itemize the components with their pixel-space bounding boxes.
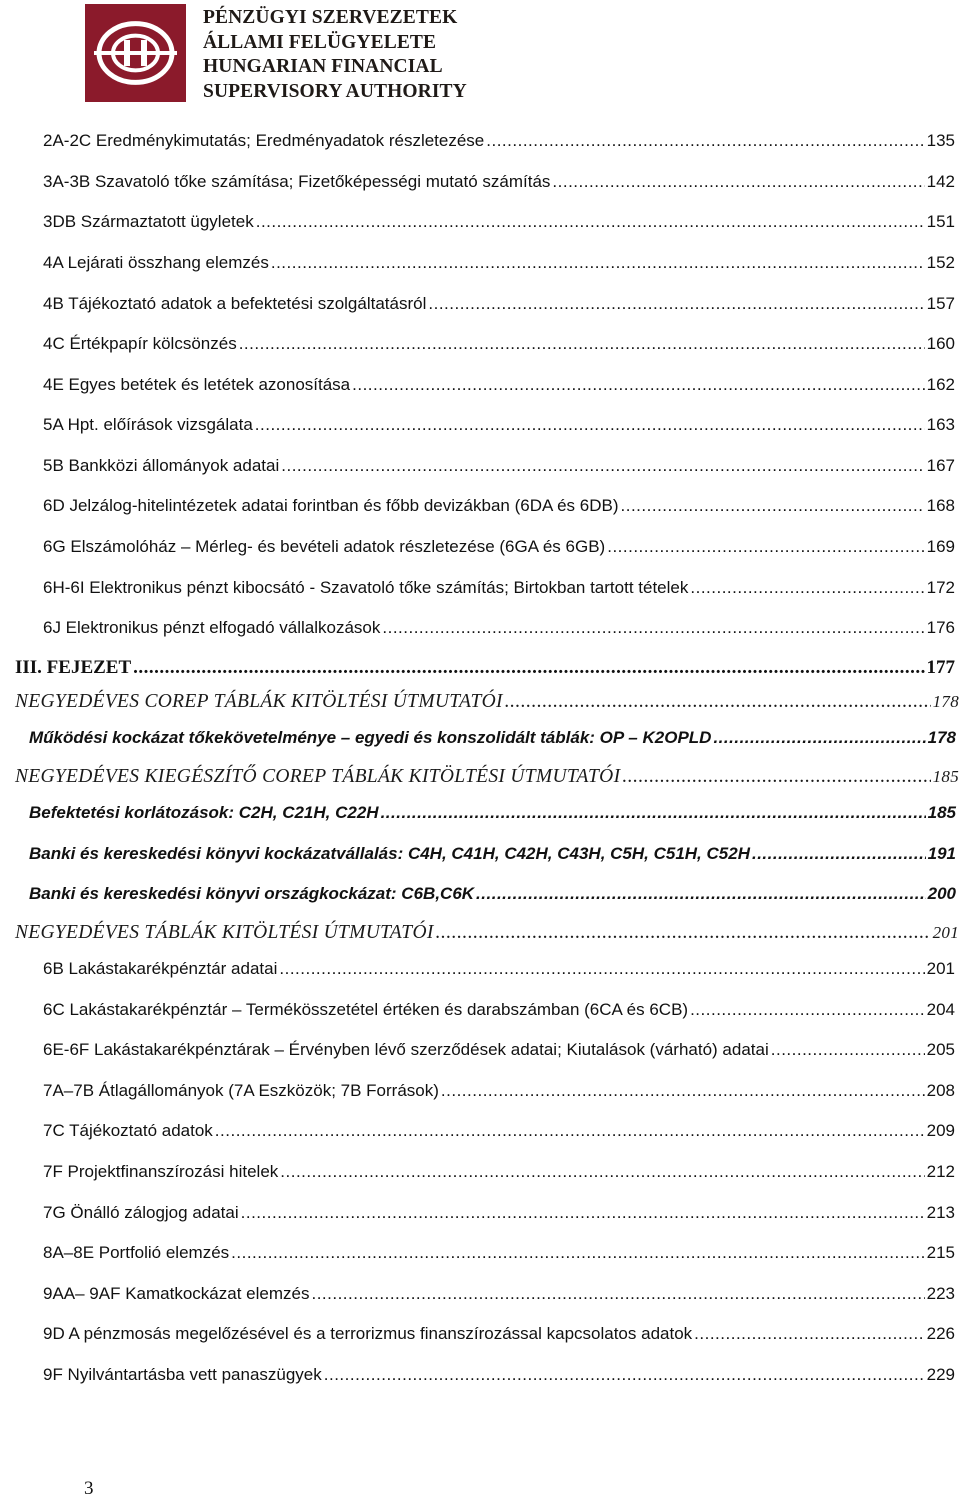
- toc-entry[interactable]: [43, 1324, 955, 1344]
- toc-entry-title: 2A-2C Eredménykimutatás; Eredményadatok részletezése: [43, 131, 485, 150]
- toc-entry-page: 167: [926, 456, 955, 475]
- logo-emblem-icon: [85, 4, 186, 102]
- toc-entry[interactable]: [43, 1203, 955, 1223]
- toc-entry-page: 157: [926, 294, 955, 313]
- leader-dots: [690, 1000, 925, 1020]
- leader-dots: [215, 1121, 925, 1141]
- leader-dots: [436, 922, 931, 944]
- toc-entry-title: NEGYEDÉVES COREP TÁBLÁK KITÖLTÉSI ÚTMUTATÓI: [15, 691, 503, 712]
- toc-entry[interactable]: [43, 375, 955, 395]
- leader-dots: [352, 375, 924, 395]
- leader-dots: [324, 1365, 925, 1385]
- leader-dots: [271, 253, 925, 273]
- toc-entry-title: 6J Elektronikus pénzt elfogadó vállalkozások: [43, 618, 381, 637]
- toc-entry-page: 213: [926, 1203, 955, 1222]
- toc-entry-page: 135: [926, 131, 955, 150]
- toc-entry[interactable]: [43, 1121, 955, 1141]
- toc-entry[interactable]: [43, 253, 955, 273]
- leader-dots: [381, 803, 926, 823]
- toc-entry-page: 200: [927, 884, 956, 903]
- toc-entry-title: 3A-3B Szavatoló tőke számítása; Fizetőképességi mutató számítás: [43, 172, 551, 191]
- toc-entry[interactable]: [43, 212, 955, 232]
- toc-entry-page: 205: [926, 1040, 955, 1059]
- toc-entry-page: 162: [926, 375, 955, 394]
- toc-entry[interactable]: [43, 578, 955, 598]
- leader-dots: [280, 1162, 924, 1182]
- toc-subsection-entry[interactable]: [29, 884, 956, 904]
- toc-entry[interactable]: [43, 1000, 955, 1020]
- toc-entry-page: 226: [926, 1324, 955, 1343]
- toc-entry-title: 9F Nyilvántartásba vett panaszügyek: [43, 1365, 322, 1384]
- org-name: [203, 6, 467, 104]
- toc-entry-title: Működési kockázat tőkekövetelménye – egyedi és konszolidált táblák: OP – K2OPLD: [29, 728, 712, 747]
- toc-entry-title: 6H-6I Elektronikus pénzt kibocsátó - Szavatoló tőke számítás; Birtokban tartott tételek: [43, 578, 689, 597]
- toc-entry-title: 6B Lakástakarékpénztár adatai: [43, 959, 278, 978]
- toc-entry-title: NEGYEDÉVES KIEGÉSZÍTŐ COREP TÁBLÁK KITÖLTÉSI ÚTMUTATÓI: [15, 766, 621, 787]
- toc-entry-title: NEGYEDÉVES TÁBLÁK KITÖLTÉSI ÚTMUTATÓI: [15, 922, 434, 943]
- toc-entry-page: 229: [926, 1365, 955, 1384]
- leader-dots: [694, 1324, 924, 1344]
- toc-entry-title: 6C Lakástakarékpénztár – Termékösszetétel értéken és darabszámban (6CA és 6CB): [43, 1000, 689, 1019]
- toc-entry-title: 7A–7B Átlagállományok (7A Eszközök; 7B Források): [43, 1081, 439, 1100]
- toc-entry-page: 172: [926, 578, 955, 597]
- toc-entry-page: 201: [932, 923, 959, 942]
- toc-entry-page: 209: [926, 1121, 955, 1140]
- toc-entry[interactable]: [43, 1243, 955, 1263]
- toc-entry[interactable]: [43, 1365, 955, 1385]
- toc-entry[interactable]: [43, 1081, 955, 1101]
- leader-dots: [621, 496, 925, 516]
- toc-entry[interactable]: [43, 131, 955, 151]
- toc-section-entry[interactable]: [15, 922, 959, 944]
- leader-dots: [241, 1203, 925, 1223]
- toc-entry-title: 5A Hpt. előírások vizsgálata: [43, 415, 253, 434]
- toc-entry[interactable]: [43, 618, 955, 638]
- toc-entry-page: 223: [926, 1284, 955, 1303]
- toc-entry-page: 169: [926, 537, 955, 556]
- toc-entry-page: 201: [926, 959, 955, 978]
- toc-subsection-entry[interactable]: [29, 728, 956, 748]
- toc-entry-page: 163: [926, 415, 955, 434]
- toc-entry-title: 6E-6F Lakástakarékpénztárak – Érvényben lévő szerződések adatai; Kiutalások (várható) adatai: [43, 1040, 769, 1059]
- toc-entry-title: 9AA– 9AF Kamatkockázat elemzés: [43, 1284, 310, 1303]
- toc-entry-page: 178: [927, 728, 956, 747]
- toc-entry[interactable]: [43, 172, 955, 192]
- header: [85, 4, 467, 104]
- toc-entry-page: 185: [932, 767, 959, 786]
- toc-entry-page: 212: [926, 1162, 955, 1181]
- leader-dots: [552, 172, 924, 192]
- toc-entry-title: 9D A pénzmosás megelőzésével és a terrorizmus finanszírozással kapcsolatos adatok: [43, 1324, 693, 1343]
- leader-dots: [279, 959, 924, 979]
- leader-dots: [713, 728, 925, 748]
- toc-entry-title: 7C Tájékoztató adatok: [43, 1121, 213, 1140]
- leader-dots: [311, 1284, 924, 1304]
- toc-section-entry[interactable]: [15, 766, 959, 788]
- toc-entry-page: 177: [926, 657, 955, 678]
- toc-entry-title: Banki és kereskedési könyvi országkockázat: C6B,C6K: [29, 884, 475, 903]
- toc-entry[interactable]: [43, 334, 955, 354]
- org-name-line: HUNGARIAN FINANCIAL: [203, 56, 443, 77]
- leader-dots: [281, 456, 924, 476]
- toc-chapter-entry[interactable]: [15, 657, 955, 679]
- toc-entry-page: 191: [927, 844, 956, 863]
- toc-entry-title: 4C Értékpapír kölcsönzés: [43, 334, 237, 353]
- toc-entry-page: 208: [926, 1081, 955, 1100]
- leader-dots: [486, 131, 924, 151]
- toc-entry-title: 4A Lejárati összhang elemzés: [43, 253, 269, 272]
- toc-entry-page: 168: [926, 496, 955, 515]
- leader-dots: [441, 1081, 925, 1101]
- toc-entry-page: 152: [926, 253, 955, 272]
- toc-entry[interactable]: [43, 496, 955, 516]
- toc-entry[interactable]: [43, 1162, 955, 1182]
- toc-entry[interactable]: [43, 294, 955, 314]
- org-name-line: ÁLLAMI FELÜGYELETE: [203, 31, 437, 53]
- leader-dots: [256, 212, 925, 232]
- toc-entry-title: 7G Önálló zálogjog adatai: [43, 1203, 239, 1222]
- leader-dots: [231, 1243, 924, 1263]
- toc-entry-title: 3DB Származtatott ügyletek: [43, 212, 254, 231]
- toc-entry-title: 5B Bankközi állományok adatai: [43, 456, 280, 475]
- toc-entry-title: 4B Tájékoztató adatok a befektetési szolgáltatásról: [43, 294, 427, 313]
- leader-dots: [255, 415, 925, 435]
- toc-entry-page: 204: [926, 1000, 955, 1019]
- toc-entry[interactable]: [43, 1284, 955, 1304]
- toc-entry-page: 160: [926, 334, 955, 353]
- org-name-line: PÉNZÜGYI SZERVEZETEK: [203, 7, 458, 28]
- toc-entry-title: Befektetési korlátozások: C2H, C21H, C22H: [29, 803, 379, 822]
- toc-entry[interactable]: [43, 456, 955, 476]
- toc-entry-title: 6G Elszámolóház – Mérleg- és bevételi adatok részletezése (6GA és 6GB): [43, 537, 606, 556]
- org-name-line: SUPERVISORY AUTHORITY: [203, 80, 467, 102]
- toc-entry-title: 7F Projektfinanszírozási hitelek: [43, 1162, 279, 1181]
- leader-dots: [505, 691, 931, 713]
- toc-entry[interactable]: [43, 959, 955, 979]
- toc-entry[interactable]: [43, 537, 955, 557]
- toc-subsection-entry[interactable]: [29, 844, 956, 864]
- psfa-logo: [85, 4, 186, 102]
- toc-section-entry[interactable]: [15, 691, 959, 713]
- toc-entry-title: 4E Egyes betétek és letétek azonosítása: [43, 375, 351, 394]
- page-number: 3: [84, 1478, 94, 1499]
- leader-dots: [752, 844, 926, 864]
- toc-entry[interactable]: [43, 415, 955, 435]
- leader-dots: [428, 294, 924, 314]
- leader-dots: [607, 537, 924, 557]
- toc-subsection-entry[interactable]: [29, 803, 956, 823]
- toc-entry-page: 151: [926, 212, 955, 231]
- toc-entry-title: Banki és kereskedési könyvi kockázatvállalás: C4H, C41H, C42H, C43H, C5H, C51H, C52H: [29, 844, 750, 863]
- toc-entry-title: 8A–8E Portfolió elemzés: [43, 1243, 230, 1262]
- toc-entry[interactable]: [43, 1040, 955, 1060]
- toc-entry-page: 185: [927, 803, 956, 822]
- leader-dots: [771, 1040, 925, 1060]
- toc-entry-title: 6D Jelzálog-hitelintézetek adatai forintban és főbb devizákban (6DA és 6DB): [43, 496, 619, 515]
- leader-dots: [622, 766, 930, 788]
- toc-entry-page: 176: [926, 618, 955, 637]
- toc-entry-title: III. FEJEZET: [15, 657, 132, 678]
- leader-dots: [690, 578, 924, 598]
- leader-dots: [239, 334, 925, 354]
- toc-entry-page: 178: [932, 692, 959, 711]
- toc-entry-page: 142: [926, 172, 955, 191]
- toc-entry-page: 215: [926, 1243, 955, 1262]
- leader-dots: [476, 884, 926, 904]
- leader-dots: [382, 618, 924, 638]
- leader-dots: [133, 657, 924, 679]
